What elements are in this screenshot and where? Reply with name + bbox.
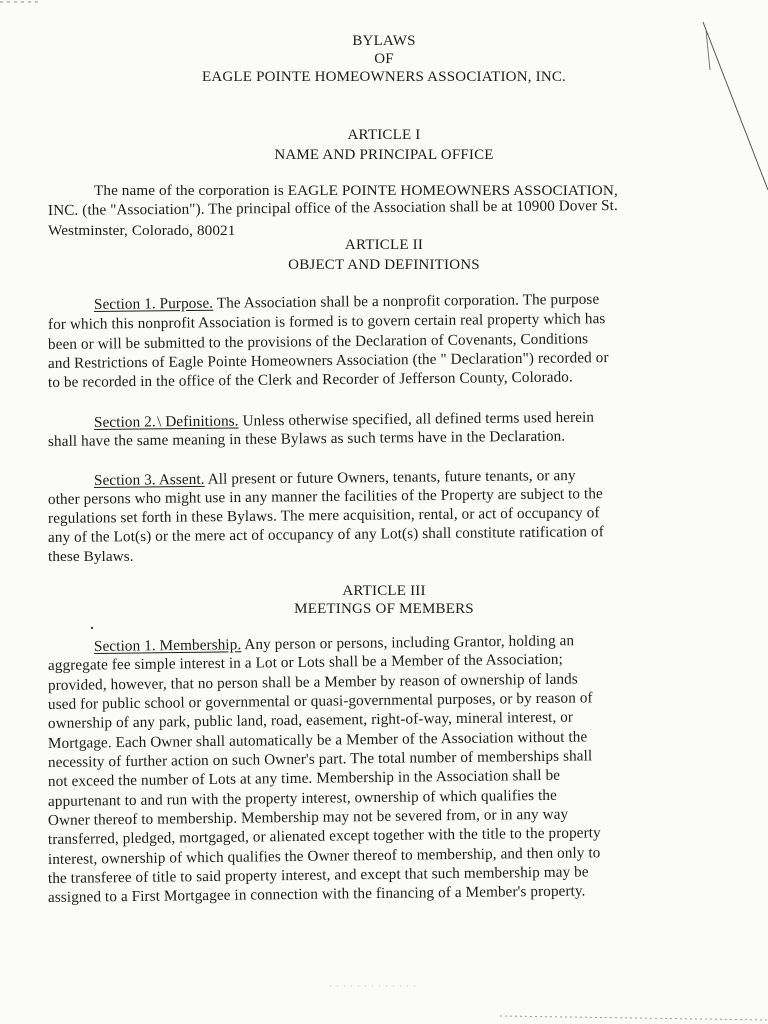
article-2-section-2-first-line: Section 2. \ Definitions. Unless otherwise specified, all defined terms used herein: [93, 408, 595, 431]
article-2-subheading: OBJECT AND DEFINITIONS: [288, 257, 480, 273]
article-1-subheading: NAME AND PRINCIPAL OFFICE: [274, 147, 494, 163]
article-3-section-1-first-line: Section 1. Membership. Any person or persons, including Grantor, holding an: [93, 632, 575, 655]
article-3-section-1-line-11: transferred, pledged, mortgaged, or alienated except together with the title to the property: [47, 824, 601, 848]
article-2-section-3-first-line: Section 3. Assent. All present or future Owners, tenants, future tenants, or any: [93, 466, 576, 489]
article-3-heading: ARTICLE III: [342, 583, 426, 599]
article-2-section-1-line-4: and Restrictions of Eagle Pointe Homeowners Association (the " Declaration") recorded or: [47, 349, 609, 372]
article-1-line-1: The name of the corporation is EAGLE POINTE HOMEOWNERS ASSOCIATION,: [94, 182, 618, 199]
doc-title-line-1: BYLAWS: [352, 33, 416, 49]
article-3-section-1-line-7: necessity of further action on such Owner's part. The total number of memberships shall: [47, 747, 593, 771]
article-2-section-1-line-5: to be recorded in the office of the Clerk and Recorder of Jefferson County, Colorado.: [47, 368, 573, 391]
doc-title-line-3: EAGLE POINTE HOMEOWNERS ASSOCIATION, INC.: [201, 69, 567, 85]
section-label: Section 2. \ Definitions.: [93, 412, 239, 431]
article-2-section-3-line-4: any of the Lot(s) or the mere act of occupancy of any Lot(s) shall constitute ratification of: [47, 523, 604, 546]
article-2-section-1-line-3: been or will be submitted to the provisions of the Declaration of Covenants, Conditions: [47, 330, 589, 353]
article-3-section-1-line-8: not exceed the number of Lots at any time. Membership in the Association shall be: [47, 766, 561, 790]
article-3-section-1-line-9: appurtenant to and run with the property interest, ownership of which qualifies the: [47, 786, 557, 810]
section-label: Section 3. Assent.: [93, 470, 205, 489]
section-label: Section 1. Membership.: [93, 636, 242, 655]
article-3-subheading: MEETINGS OF MEMBERS: [294, 601, 474, 617]
article-1-heading: ARTICLE I: [347, 127, 421, 143]
article-3-section-1-line-14: assigned to a First Mortgagee in connection with the financing of a Member's property.: [47, 882, 586, 906]
article-1-line-2: INC. (the "Association"). The principal office of the Association shall be at 10900 Dover St.: [47, 197, 618, 219]
doc-title-line-2: OF: [374, 51, 394, 67]
article-3-section-1-line-6: Mortgage. Each Owner shall automatically be a Member of the Association without the: [47, 728, 588, 752]
article-2-section-3-line-5: these Bylaws.: [48, 548, 134, 565]
article-2-section-2-line-2: shall have the same meaning in these Bylaws as such terms have in the Declaration.: [47, 427, 566, 450]
article-3-section-1-line-5: ownership of any park, public land, road, easement, right-of-way, mineral interest, or: [47, 708, 574, 732]
article-3-section-1-line-13: the transferee of title to said property interest, and except that such membership may be: [47, 863, 589, 887]
article-1-line-3: Westminster, Colorado, 80021: [48, 222, 236, 239]
article-3-section-1-line-12: interest, ownership of which qualifies the Owner thereof to membership, and then only to: [47, 844, 601, 868]
article-3-section-1-line-2: aggregate fee simple interest in a Lot or Lots shall be a Member of the Association;: [47, 650, 563, 674]
article-2-heading: ARTICLE II: [344, 237, 424, 253]
article-3-section-1-line-3: provided, however, that no person shall be a Member by reason of ownership of lands: [47, 670, 578, 694]
article-2-section-1-first-line: Section 1. Purpose. The Association shall be a nonprofit corporation. The purpose: [93, 290, 600, 313]
article-3-section-1-line-10: Owner thereof to membership. Membership may not be severed from, or in any way: [47, 805, 569, 829]
article-3-section-1-line-4: used for public school or governmental or quasi-governmental purposes, or by reason of: [47, 689, 593, 713]
article-2-section-3-line-2: other persons who might use in any manner the facilities of the Property are subject to the: [47, 485, 603, 508]
section-label: Section 1. Purpose.: [93, 294, 214, 313]
article-2-section-1-line-2: for which this nonprofit Association is formed is to govern certain real property which has: [47, 310, 606, 333]
article-2-section-3-line-3: regulations set forth in these Bylaws. The mere acquisition, rental, or act of occupancy of: [47, 504, 600, 527]
